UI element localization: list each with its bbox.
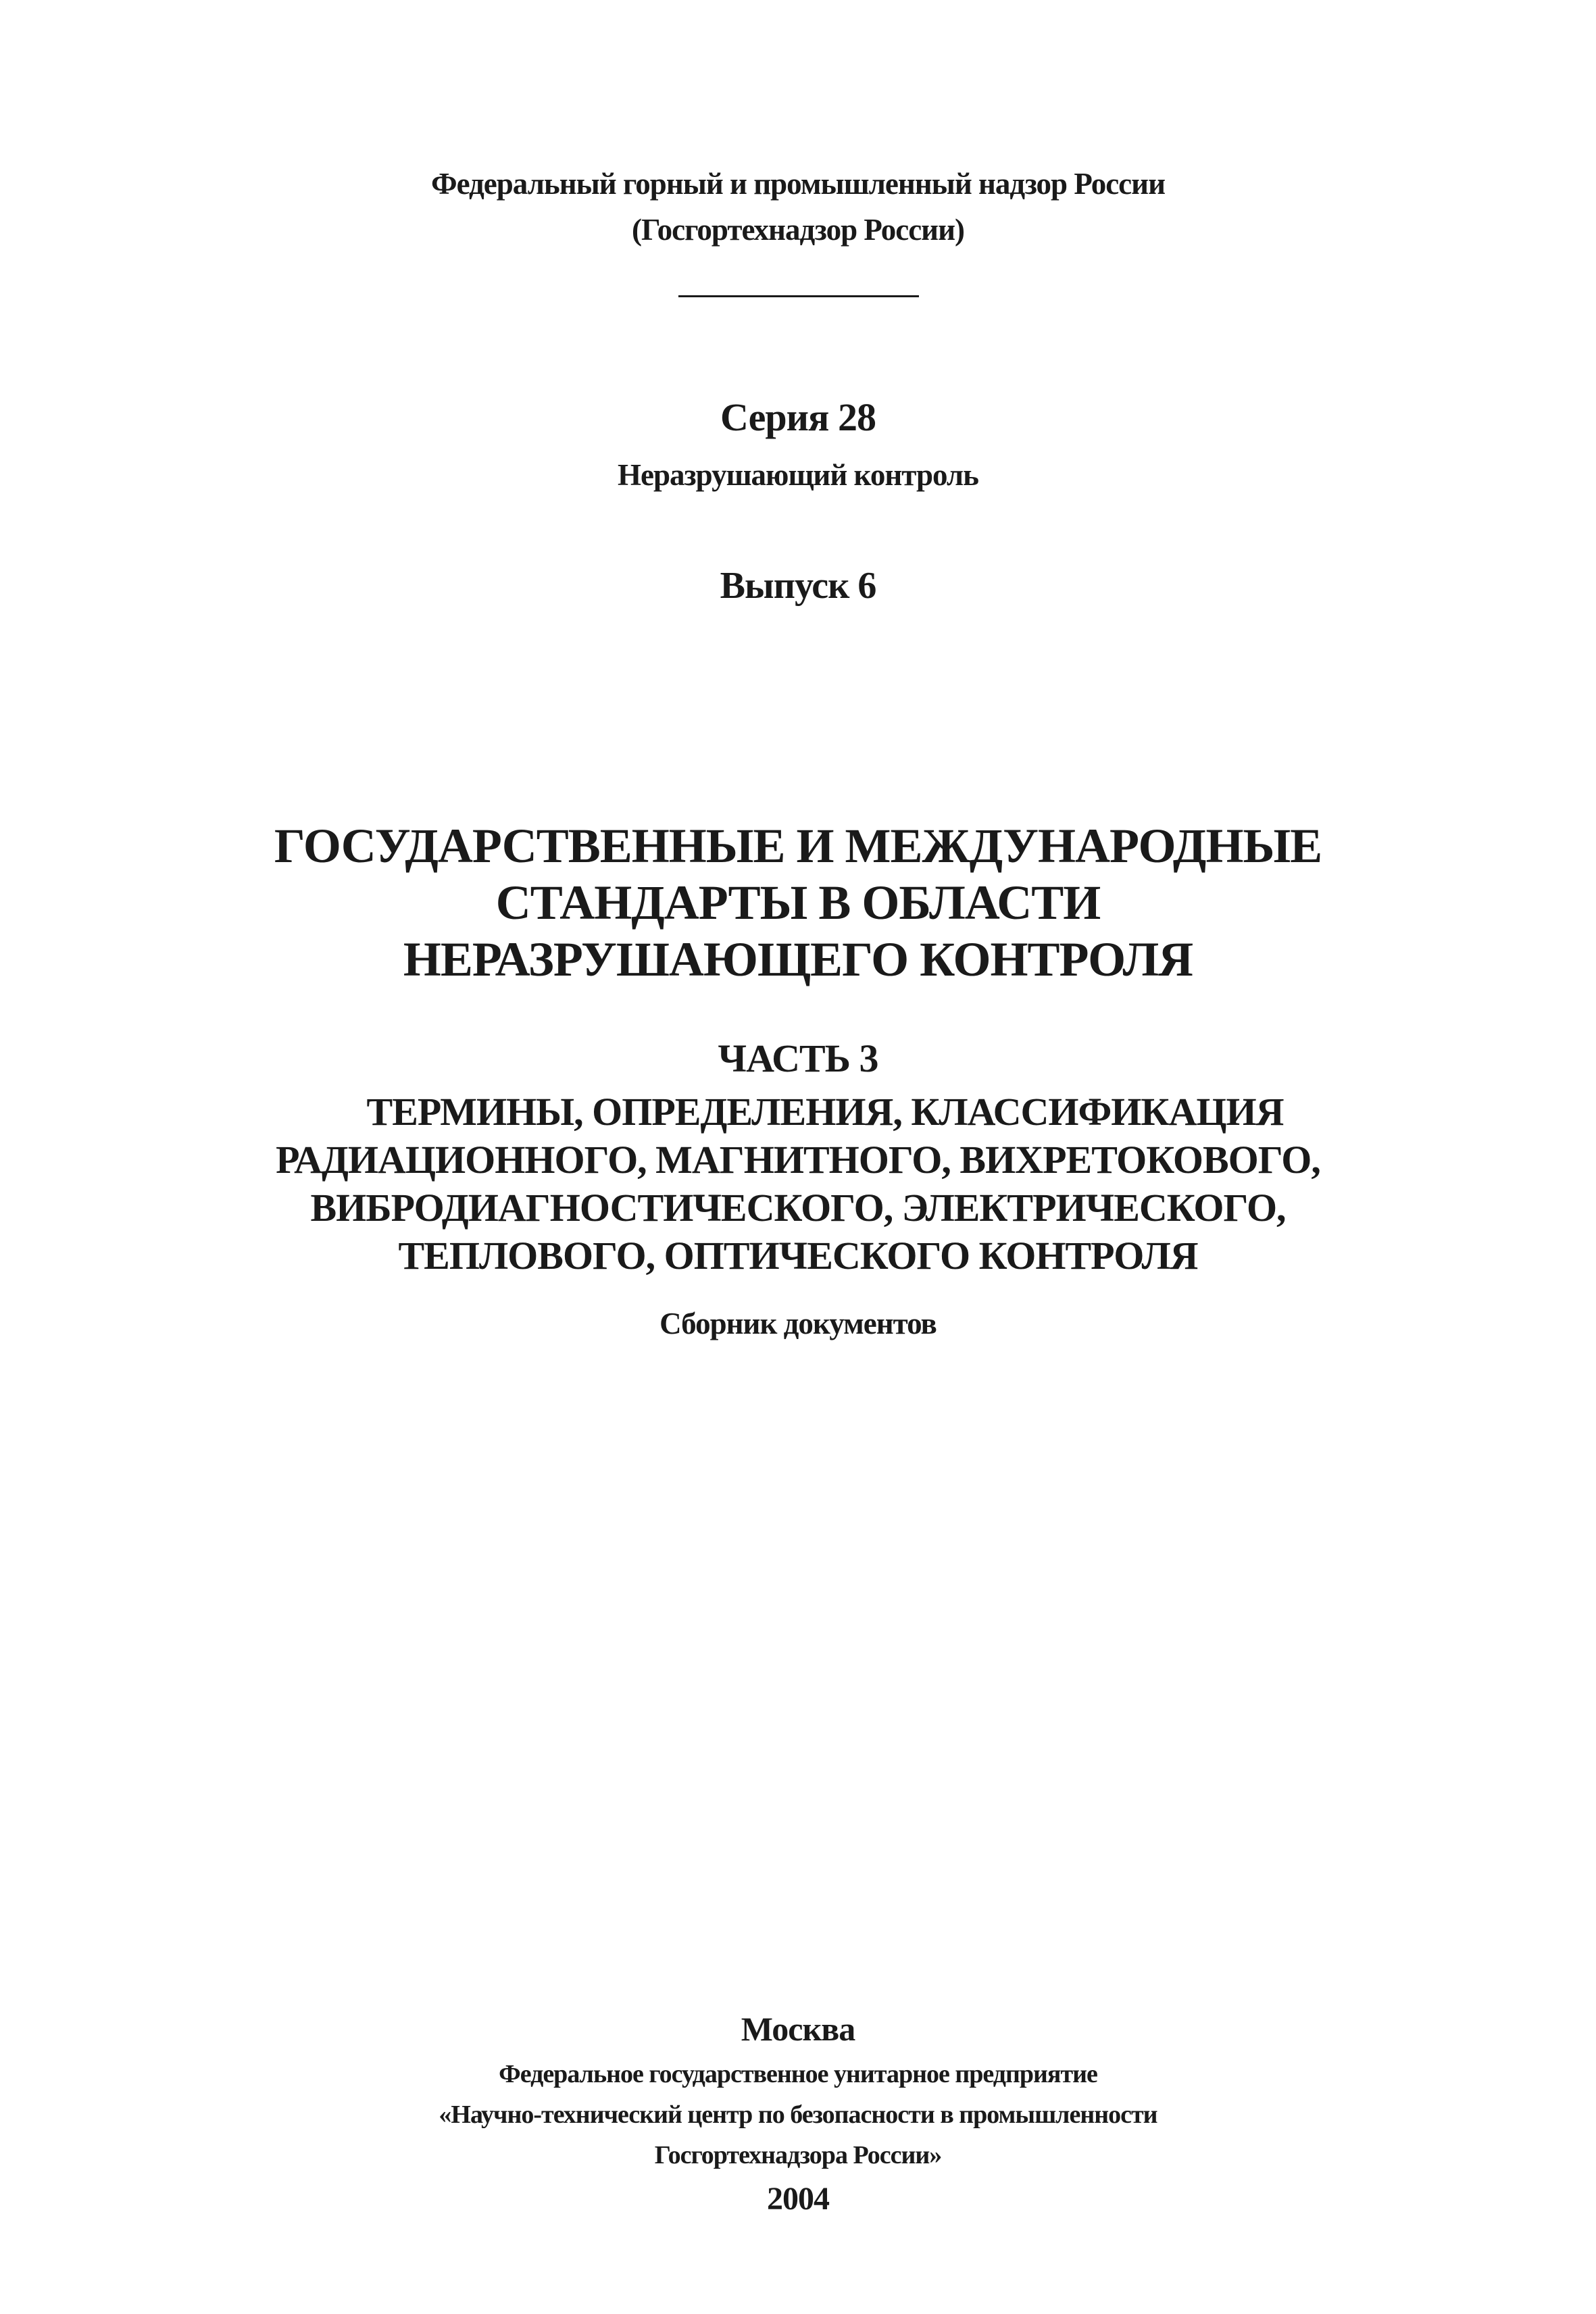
publisher-line: «Научно-технический центр по безопасности в промышленности: [439, 2101, 1157, 2129]
main-title-line: НЕРАЗРУШАЮЩЕГО КОНТРОЛЯ: [403, 932, 1193, 986]
header-divider: [678, 295, 919, 297]
issue-number: Выпуск 6: [720, 565, 876, 607]
series-subtitle: Неразрушающий контроль: [618, 458, 978, 492]
imprint-publisher: [0, 2054, 1596, 2175]
collection-subtitle: Сборник документов: [659, 1307, 937, 1340]
part-label: ЧАСТЬ 3: [718, 1036, 878, 1080]
publisher-line: Федеральное государственное унитарное предприятие: [499, 2060, 1097, 2088]
part-title: [0, 1088, 1596, 1280]
agency-abbreviation: (Госгортехнадзор России): [631, 213, 965, 247]
part-title-line: РАДИАЦИОННОГО, МАГНИТНОГО, ВИХРЕТОКОВОГО,: [276, 1138, 1320, 1182]
agency-name: Федеральный горный и промышленный надзор России: [431, 167, 1165, 201]
main-title: [0, 818, 1596, 988]
publisher-line: Госгортехнадзора России»: [654, 2141, 942, 2169]
part-title-line: ТЕРМИНЫ, ОПРЕДЕЛЕНИЯ, КЛАССИФИКАЦИЯ: [366, 1090, 1284, 1134]
imprint-city: Москва: [741, 2010, 855, 2048]
part-title-line: ВИБРОДИАГНОСТИЧЕСКОГО, ЭЛЕКТРИЧЕСКОГО,: [310, 1186, 1286, 1230]
part-title-line: ТЕПЛОВОГО, ОПТИЧЕСКОГО КОНТРОЛЯ: [398, 1234, 1198, 1278]
imprint-year: 2004: [767, 2181, 829, 2217]
main-title-line: СТАНДАРТЫ В ОБЛАСТИ: [495, 876, 1101, 930]
main-title-line: ГОСУДАРСТВЕННЫЕ И МЕЖДУНАРОДНЫЕ: [274, 819, 1322, 873]
agency-header: [0, 161, 1596, 253]
series-title: Серия 28: [720, 395, 876, 439]
